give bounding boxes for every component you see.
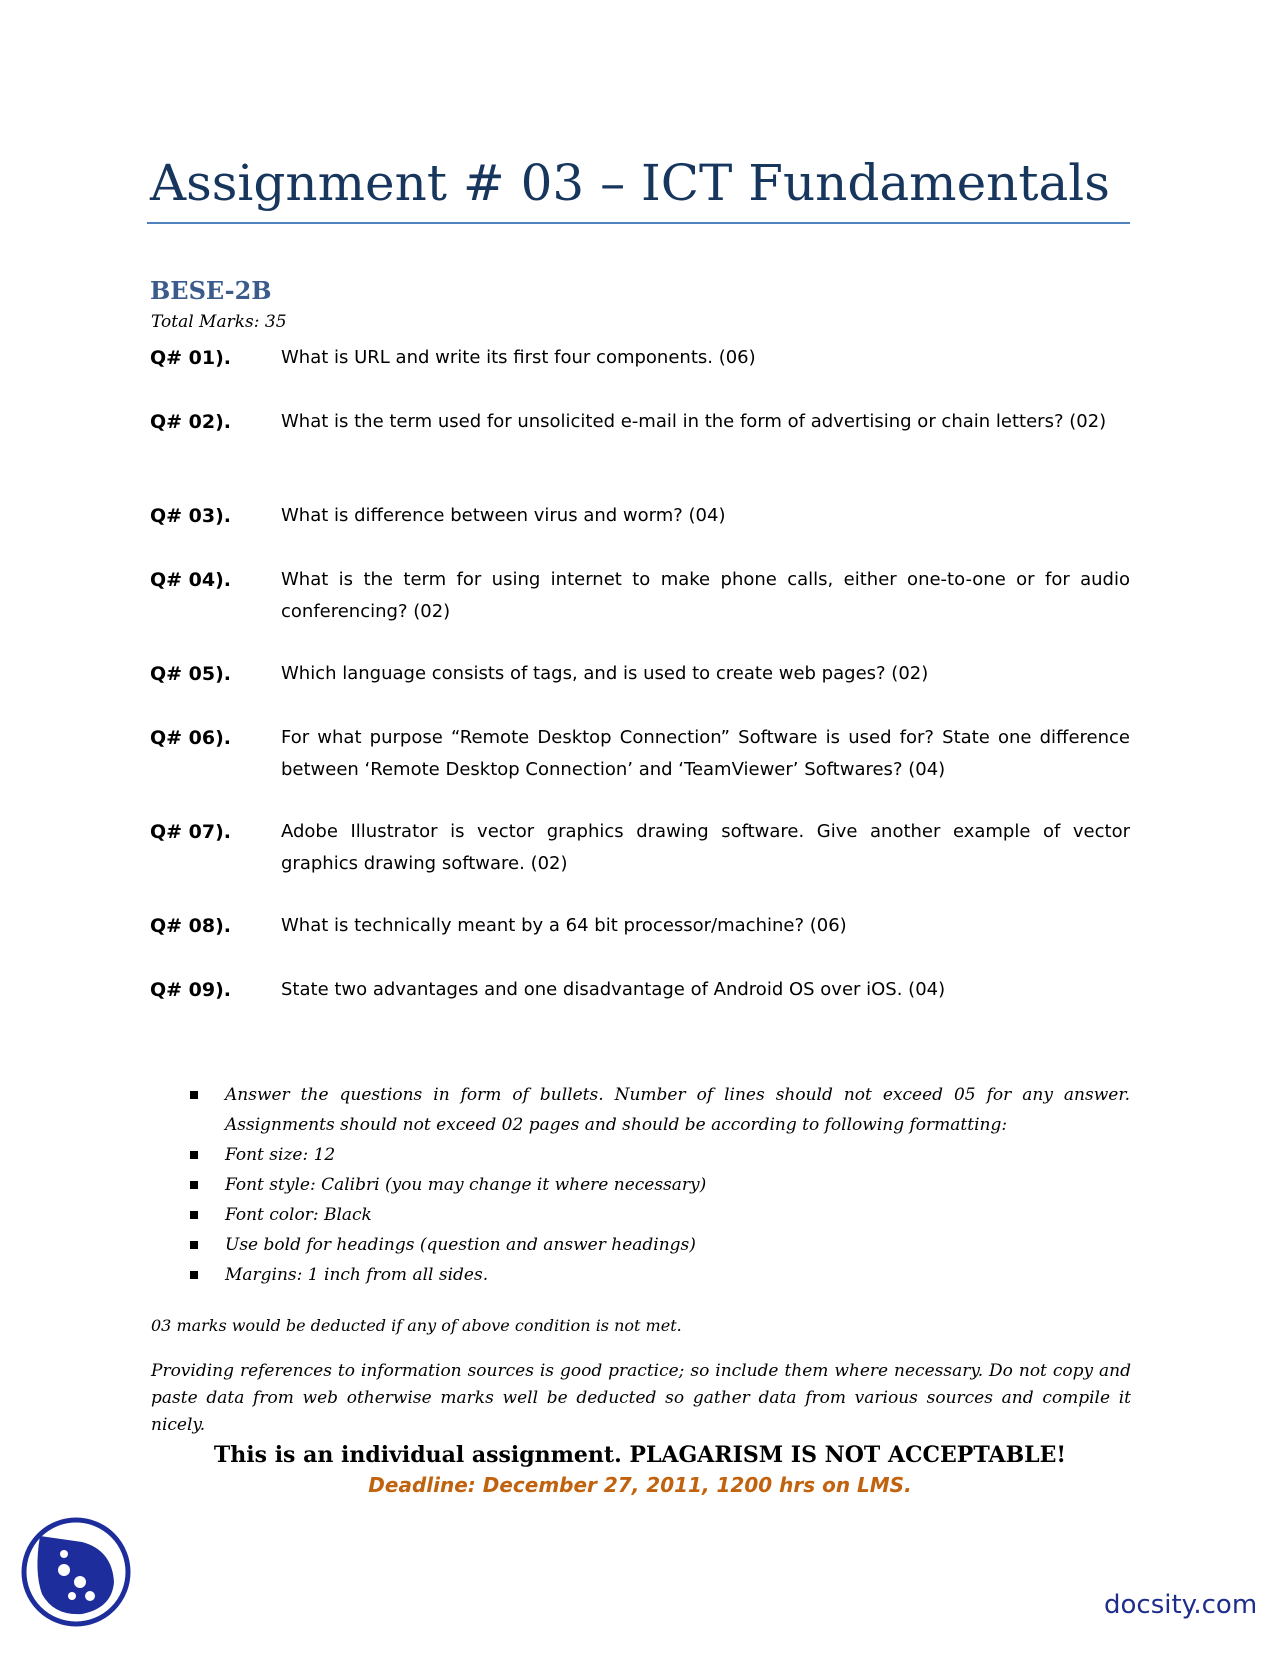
- rule-text: Font size: 12: [225, 1145, 336, 1165]
- question-text: What is technically meant by a 64 bit processor/machine? (06): [281, 915, 847, 936]
- formatting-rules-list: [187, 1080, 1130, 1290]
- rule-item: [187, 1080, 1130, 1140]
- square-bullet-icon: [190, 1151, 198, 1159]
- question-number: Q# 01).: [150, 347, 232, 369]
- question-number: Q# 07).: [150, 821, 232, 843]
- square-bullet-icon: [190, 1091, 198, 1099]
- question-number: Q# 04).: [150, 569, 232, 591]
- square-bullet-icon: [190, 1241, 198, 1249]
- question-number: Q# 06).: [150, 727, 232, 749]
- question-text: What is URL and write its first four components. (06): [281, 347, 756, 368]
- document-title: Assignment # 03 – ICT Fundamentals: [150, 154, 1110, 212]
- question-number: Q# 09).: [150, 979, 232, 1001]
- question-text: What is difference between virus and worm? (04): [281, 505, 726, 526]
- rule-text: Use bold for headings (question and answer headings): [225, 1235, 696, 1255]
- question-text: Adobe Illustrator is vector graphics drawing software. Give another example of vector graphics drawing software. (02): [281, 821, 1130, 874]
- rule-item: [187, 1230, 1130, 1260]
- class-heading: BESE-2B: [150, 276, 272, 305]
- question-number: Q# 03).: [150, 505, 232, 527]
- question-number: Q# 02).: [150, 411, 232, 433]
- deduction-note: 03 marks would be deducted if any of above condition is not met.: [151, 1316, 682, 1335]
- docsity-logo-icon[interactable]: [20, 1516, 132, 1628]
- question-text: For what purpose “Remote Desktop Connection” Software is used for? State one difference between ‘Remote Desktop Connection’ and ‘TeamViewer’ Softwares? (04): [281, 727, 1130, 780]
- rule-item: [187, 1140, 1130, 1170]
- rule-item: [187, 1170, 1130, 1200]
- rule-text: Margins: 1 inch from all sides.: [225, 1265, 489, 1285]
- question-number: Q# 05).: [150, 663, 232, 685]
- rule-text: Font style: Calibri (you may change it where necessary): [225, 1175, 707, 1195]
- question-text: Which language consists of tags, and is used to create web pages? (02): [281, 663, 929, 684]
- question-number: Q# 08).: [150, 915, 232, 937]
- square-bullet-icon: [190, 1271, 198, 1279]
- title-divider: [147, 222, 1130, 224]
- rule-item: [187, 1260, 1130, 1290]
- rule-text: Answer the questions in form of bullets. Number of lines should not exceed 05 for any answer. Assignments should not exceed 02 pages and should be according to following formatting:: [225, 1085, 1130, 1135]
- square-bullet-icon: [190, 1211, 198, 1219]
- question-text: What is the term used for unsolicited e-mail in the form of advertising or chain letters? (02): [281, 411, 1107, 432]
- rule-item: [187, 1200, 1130, 1230]
- square-bullet-icon: [190, 1181, 198, 1189]
- plagiarism-notice: This is an individual assignment. PLAGARISM IS NOT ACCEPTABLE!: [213, 1442, 1067, 1468]
- rule-text: Font color: Black: [225, 1205, 372, 1225]
- docsity-link[interactable]: docsity.com: [1104, 1590, 1258, 1620]
- references-note: Providing references to information sources is good practice; so include them where necessary. Do not copy and paste data from web otherwise marks well be deducted so gather data from various sources and compile it nicely.: [151, 1361, 1131, 1435]
- question-text: What is the term for using internet to make phone calls, either one-to-one or for audio conferencing? (02): [281, 569, 1130, 622]
- deadline-text: Deadline: December 27, 2011, 1200 hrs on LMS.: [368, 1473, 912, 1497]
- question-text: State two advantages and one disadvantage of Android OS over iOS. (04): [281, 979, 946, 1000]
- total-marks: Total Marks: 35: [151, 312, 287, 332]
